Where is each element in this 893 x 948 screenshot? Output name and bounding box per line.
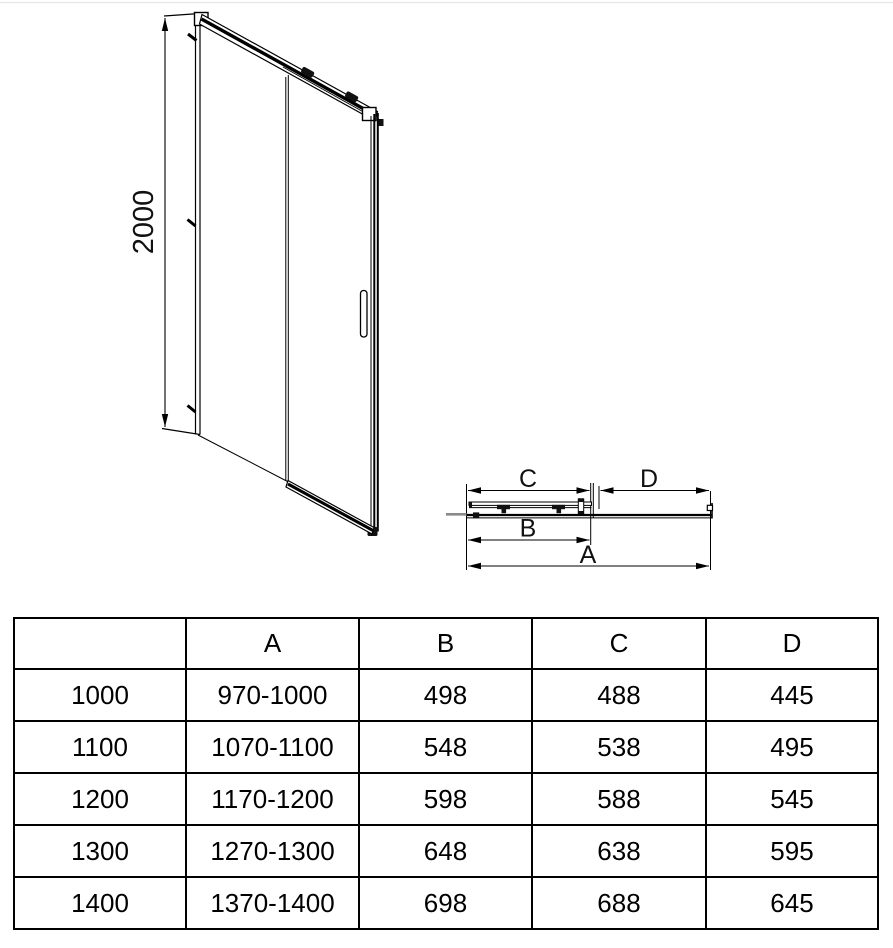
dim-c-label: C — [518, 465, 538, 493]
plan-view — [446, 465, 713, 570]
cell-size: 1300 — [14, 825, 186, 877]
front-view — [128, 13, 384, 537]
cell-d: 595 — [706, 825, 878, 877]
col-header-c: C — [532, 618, 706, 669]
dimension-a — [468, 541, 709, 569]
cell-c: 538 — [532, 721, 706, 773]
col-header-d: D — [706, 618, 878, 669]
wall-bracket-bottom — [188, 406, 196, 413]
plan-roller-left-cap — [497, 505, 510, 509]
cell-b: 698 — [359, 877, 532, 929]
cell-size: 1400 — [14, 877, 186, 929]
cell-b: 498 — [359, 669, 532, 721]
col-header-b: B — [359, 618, 532, 669]
fixed-panel-bottom-edge — [198, 435, 288, 482]
cell-d: 445 — [706, 669, 878, 721]
door-hanger-strip-top — [284, 64, 370, 112]
height-dimension-label: 2000 — [128, 189, 160, 255]
size-table — [13, 617, 879, 930]
plan-end-bracket-top — [578, 499, 583, 502]
cell-a: 1170-1200 — [186, 773, 359, 825]
cell-b: 598 — [359, 773, 532, 825]
header-row — [14, 618, 878, 669]
sliding-panel-left-cap — [469, 502, 472, 509]
door-hanger-strip-bottom — [283, 67, 368, 115]
cell-b: 548 — [359, 721, 532, 773]
cell-d: 545 — [706, 773, 878, 825]
cell-size: 1000 — [14, 669, 186, 721]
cell-c: 688 — [532, 877, 706, 929]
cell-d: 645 — [706, 877, 878, 929]
plan-roller-left-stem — [502, 509, 507, 513]
plan-roller-right-cap — [552, 505, 565, 509]
cell-c: 638 — [532, 825, 706, 877]
fixed-panel-guide-block — [473, 512, 479, 518]
dim-a-label: A — [579, 541, 597, 569]
dimension-c — [468, 465, 590, 493]
right-profile-nub — [379, 119, 384, 126]
col-header-size — [14, 618, 186, 669]
cell-size: 1200 — [14, 773, 186, 825]
table-row — [14, 721, 878, 773]
plan-end-bracket-bottom — [578, 511, 583, 514]
dim-b-label: B — [519, 514, 537, 543]
cell-c: 588 — [532, 773, 706, 825]
plan-sliding-panel — [469, 499, 592, 515]
door-leading-edge — [286, 75, 289, 482]
table-row — [14, 825, 878, 877]
height-dimension — [128, 14, 200, 435]
dimension-b — [468, 515, 590, 543]
height-ext-bottom — [162, 429, 200, 435]
col-header-a: A — [186, 618, 359, 669]
table-row — [14, 877, 878, 929]
fixed-panel-right-bracket — [707, 505, 712, 510]
plan-roller-right-stem — [557, 509, 562, 513]
cell-b: 648 — [359, 825, 532, 877]
dimension-d — [601, 465, 710, 493]
top-rail-core — [202, 19, 377, 116]
cell-a: 1070-1100 — [186, 721, 359, 773]
sliding-panel-bar — [469, 502, 592, 505]
cell-c: 488 — [532, 669, 706, 721]
cell-a: 970-1000 — [186, 669, 359, 721]
wall-bracket-middle — [188, 220, 196, 227]
bottom-rail-core — [288, 484, 373, 531]
cell-a: 1270-1300 — [186, 825, 359, 877]
left-wall-profile — [188, 13, 209, 435]
cell-d: 495 — [706, 721, 878, 773]
cell-a: 1370-1400 — [186, 877, 359, 929]
door-handle — [361, 291, 368, 338]
table-row — [14, 669, 878, 721]
table-row — [14, 773, 878, 825]
cell-size: 1100 — [14, 721, 186, 773]
right-frame-profile — [368, 113, 384, 536]
dim-d-label: D — [639, 465, 659, 493]
